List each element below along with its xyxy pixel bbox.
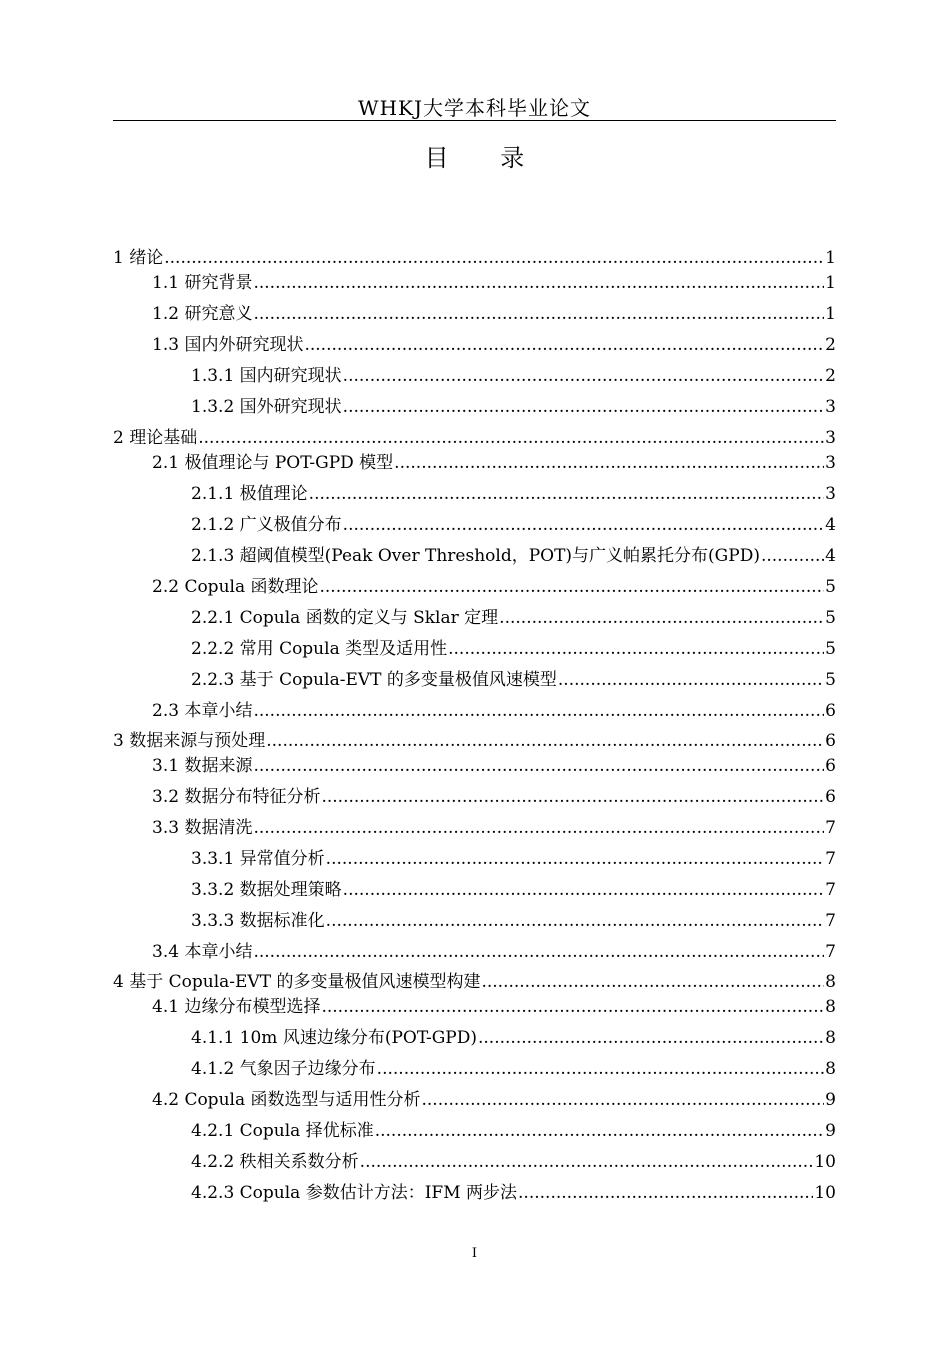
toc-leader-dots: [321, 785, 824, 809]
toc-entry-title: 2.2.3 基于 Copula-EVT 的多变量极值风速模型: [191, 670, 557, 690]
toc-entry[interactable]: [113, 1150, 836, 1174]
toc-leader-dots: [326, 909, 825, 933]
toc-entry-page: 7: [825, 818, 836, 838]
toc-entry-title: 1.1 研究背景: [152, 273, 253, 293]
toc-entry[interactable]: [113, 699, 836, 723]
toc-entry[interactable]: [113, 729, 836, 753]
toc-entry-page: 6: [825, 701, 836, 721]
toc-leader-dots: [253, 699, 824, 723]
toc-entry-title: 2 理论基础: [113, 428, 198, 448]
toc-entry-title: 1.3.1 国内研究现状: [191, 366, 342, 386]
toc-entry-page: 6: [825, 731, 836, 751]
toc-entry[interactable]: [113, 482, 836, 506]
header-rule: [113, 120, 836, 121]
toc-entry[interactable]: [113, 668, 836, 692]
toc-entry[interactable]: [113, 426, 836, 450]
toc-leader-dots: [304, 333, 824, 357]
toc-entry[interactable]: [113, 878, 836, 902]
toc-entry-page: 7: [825, 911, 836, 931]
toc-entry[interactable]: [113, 606, 836, 630]
toc-entry-page: 8: [825, 1028, 836, 1048]
toc-leader-dots: [343, 513, 825, 537]
toc-entry[interactable]: [113, 395, 836, 419]
toc-leader-dots: [394, 451, 824, 475]
toc-entry[interactable]: [113, 785, 836, 809]
toc-leader-dots: [478, 1026, 824, 1050]
toc-entry-page: 10: [814, 1152, 836, 1172]
toc-entry[interactable]: [113, 995, 836, 1019]
toc-entry-page: 2: [825, 366, 836, 386]
toc-entry-title: 2.1.1 极值理论: [191, 484, 308, 504]
toc-entry-title: 4.1.2 气象因子边缘分布: [191, 1059, 376, 1079]
toc-entry-title: 3.2 数据分布特征分析: [152, 787, 321, 807]
toc-entry-page: 10: [814, 1183, 836, 1203]
toc-entry[interactable]: [113, 451, 836, 475]
toc-entry-title: 4.1.1 10m 风速边缘分布(POT-GPD): [191, 1028, 477, 1048]
toc-entry-page: 3: [825, 484, 836, 504]
toc-leader-dots: [321, 995, 824, 1019]
toc-entry-page: 8: [825, 997, 836, 1017]
toc-entry[interactable]: [113, 1119, 836, 1143]
toc-entry-page: 5: [825, 608, 836, 628]
page-number: I: [471, 1246, 478, 1261]
toc-entry[interactable]: [113, 909, 836, 933]
toc-entry[interactable]: [113, 940, 836, 964]
toc-leader-dots: [253, 940, 824, 964]
toc-entry-title: 4.2.1 Copula 择优标准: [191, 1121, 374, 1141]
toc-entry-title: 3.3.2 数据处理策略: [191, 880, 342, 900]
toc-leader-dots: [377, 1057, 825, 1081]
toc-entry-page: 1: [825, 273, 836, 293]
toc-entry-title: 3.3.3 数据标准化: [191, 911, 325, 931]
toc-entry-title: 1 绪论: [113, 248, 164, 268]
toc-entry-page: 5: [825, 639, 836, 659]
toc-entry-page: 9: [825, 1121, 836, 1141]
toc-leader-dots: [343, 395, 825, 419]
toc-leader-dots: [164, 246, 824, 270]
toc-entry-page: 4: [825, 546, 836, 566]
toc-leader-dots: [360, 1150, 814, 1174]
toc-entry-title: 3.1 数据来源: [152, 756, 253, 776]
toc-entry-title: 3.4 本章小结: [152, 942, 253, 962]
toc-leader-dots: [253, 302, 824, 326]
toc-entry-page: 7: [825, 942, 836, 962]
toc-entry[interactable]: [113, 364, 836, 388]
toc-leader-dots: [253, 271, 824, 295]
toc-entry[interactable]: [113, 246, 836, 270]
toc-entry[interactable]: [113, 1088, 836, 1112]
toc-entry-title: 4.2 Copula 函数选型与适用性分析: [152, 1090, 421, 1110]
toc-entry-page: 1: [825, 304, 836, 324]
toc-entry-title: 1.3 国内外研究现状: [152, 335, 304, 355]
toc-entry-page: 3: [825, 397, 836, 417]
toc-leader-dots: [198, 426, 824, 450]
toc-entry-title: 4.2.2 秩相关系数分析: [191, 1152, 359, 1172]
toc-leader-dots: [558, 668, 824, 692]
toc-entry-title: 4 基于 Copula-EVT 的多变量极值风速模型构建: [113, 972, 481, 992]
toc-entry-title: 2.2.1 Copula 函数的定义与 Sklar 定理: [191, 608, 499, 628]
running-header: WHKJ大学本科毕业论文: [358, 96, 591, 120]
toc-entry-title: 3.3.1 异常值分析: [191, 849, 325, 869]
toc-entry[interactable]: [113, 333, 836, 357]
toc-entry[interactable]: [113, 816, 836, 840]
toc-entry-page: 5: [825, 670, 836, 690]
toc-leader-dots: [253, 754, 824, 778]
toc-entry-title: 4.1 边缘分布模型选择: [152, 997, 321, 1017]
toc-entry-title: 2.2.2 常用 Copula 类型及适用性: [191, 639, 448, 659]
toc-title: 目 录: [424, 144, 547, 172]
toc-entry-page: 9: [825, 1090, 836, 1110]
toc-entry[interactable]: [113, 1057, 836, 1081]
toc-leader-dots: [481, 970, 824, 994]
toc-entry-page: 5: [825, 577, 836, 597]
toc-leader-dots: [320, 575, 825, 599]
toc-leader-dots: [518, 1181, 813, 1205]
toc-leader-dots: [309, 482, 825, 506]
toc-entry[interactable]: [113, 754, 836, 778]
toc-leader-dots: [253, 816, 824, 840]
toc-entry-title: 1.2 研究意义: [152, 304, 253, 324]
toc-leader-dots: [266, 729, 824, 753]
toc-entry[interactable]: [113, 637, 836, 661]
toc-entry-title: 2.1.2 广义极值分布: [191, 515, 342, 535]
toc-entry-page: 6: [825, 787, 836, 807]
toc-entry[interactable]: [113, 1026, 836, 1050]
toc-entry-title: 3.3 数据清洗: [152, 818, 253, 838]
toc-entry-page: 3: [825, 428, 836, 448]
toc-entry[interactable]: [113, 544, 836, 568]
toc-entry-title: 2.3 本章小结: [152, 701, 253, 721]
toc-entry[interactable]: [113, 575, 836, 599]
toc-entry-title: 1.3.2 国外研究现状: [191, 397, 342, 417]
toc-leader-dots: [761, 544, 824, 568]
toc-leader-dots: [422, 1088, 825, 1112]
toc-entry-title: 2.1.3 超阈值模型(Peak Over Threshold，POT)与广义帕累托分布(GPD): [191, 546, 760, 566]
toc-leader-dots: [343, 878, 825, 902]
toc-entry-page: 7: [825, 880, 836, 900]
toc-leader-dots: [326, 847, 825, 871]
toc-entry[interactable]: [113, 513, 836, 537]
toc-entry-page: 6: [825, 756, 836, 776]
toc-entry[interactable]: [113, 847, 836, 871]
toc-leader-dots: [448, 637, 824, 661]
toc-entry-page: 7: [825, 849, 836, 869]
toc-entry-page: 1: [825, 248, 836, 268]
toc-entry-page: 4: [825, 515, 836, 535]
toc-entry-title: 2.1 极值理论与 POT-GPD 模型: [152, 453, 394, 473]
toc-entry[interactable]: [113, 302, 836, 326]
toc-entry-title: 3 数据来源与预处理: [113, 731, 266, 751]
toc-leader-dots: [499, 606, 824, 630]
toc-entry[interactable]: [113, 271, 836, 295]
toc-entry[interactable]: [113, 970, 836, 994]
toc-entry-page: 8: [825, 1059, 836, 1079]
toc-entry[interactable]: [113, 1181, 836, 1205]
toc-entry-page: 3: [825, 453, 836, 473]
toc-entry-page: 2: [825, 335, 836, 355]
toc-entry-title: 4.2.3 Copula 参数估计方法：IFM 两步法: [191, 1183, 518, 1203]
toc-entry-page: 8: [825, 972, 836, 992]
toc-entry-title: 2.2 Copula 函数理论: [152, 577, 319, 597]
toc-leader-dots: [375, 1119, 824, 1143]
toc-leader-dots: [343, 364, 825, 388]
